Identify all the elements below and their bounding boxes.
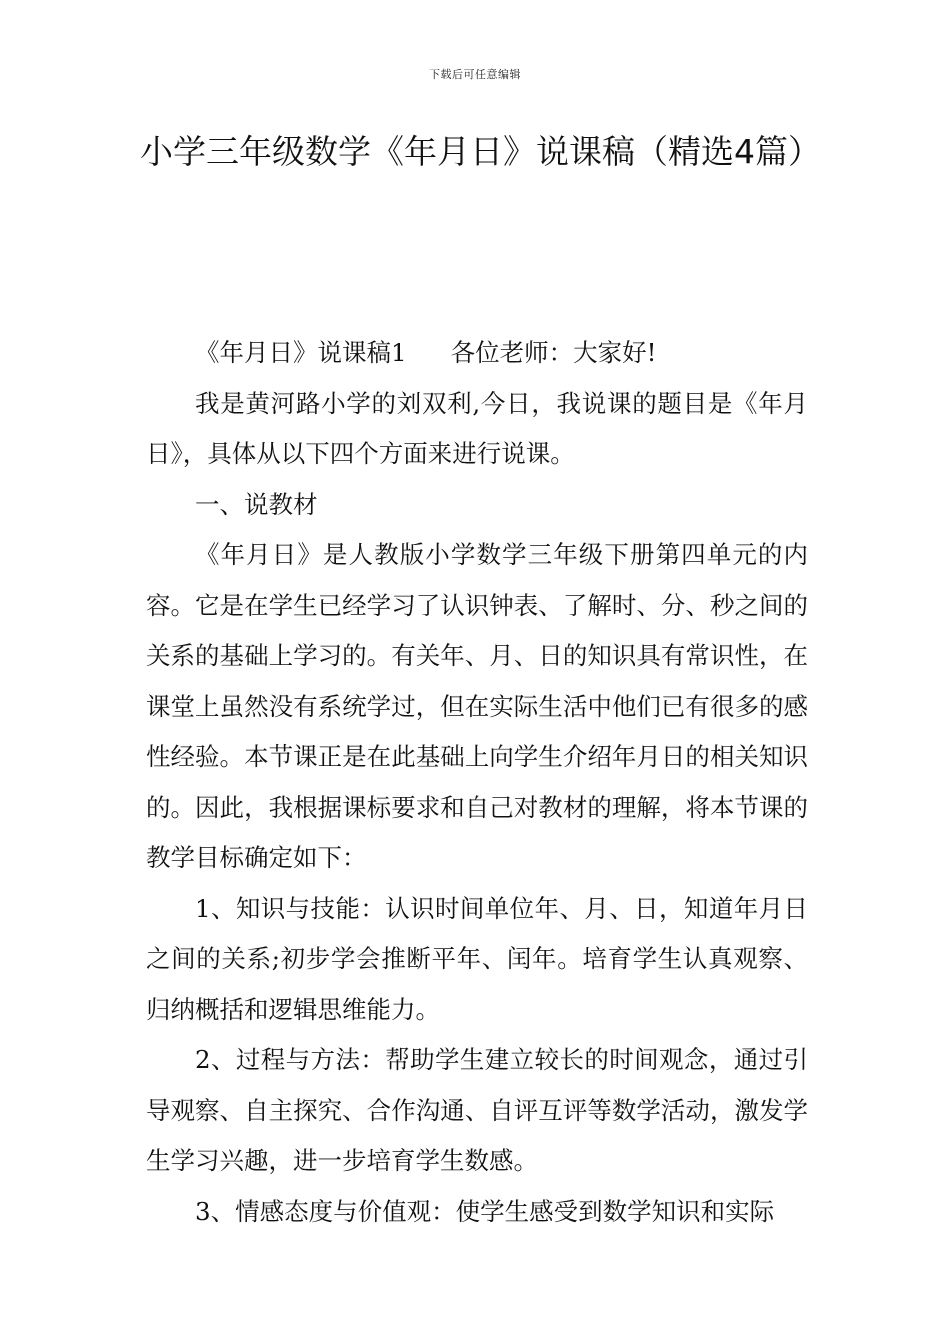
- paragraph-intro: 我是黄河路小学的刘双利,今日，我说课的题目是《年月日》，具体从以下四个方面来进行说课。: [146, 388, 808, 468]
- header-note: 下载后可任意编辑: [429, 68, 521, 81]
- paragraph-textbook: 《年月日》是人教版小学数学三年级下册第四单元的内容。它是在学生已经学习了认识钟表、了解时、分、秒之间的关系的基础上学习的。有关年、月、日的知识具有常识性，在课堂上虽然没有系统学过，但在实际生活中他们已有很多的感性经验。本节课正是在此基础上向学生介绍年月日的相关知识的。因此，我根据课标要求和自己对教材的理解，将本节课的教学目标确定如下：: [146, 540, 808, 872]
- section-heading-textbook: 一、说教材: [195, 489, 318, 519]
- document-title: 小学三年级数学《年月日》说课稿（精选4篇）: [140, 132, 821, 171]
- paragraph-goal-attitude: 3、情感态度与价值观：使学生感受到数学知识和实际: [195, 1196, 775, 1226]
- document-body: [146, 328, 808, 1237]
- paragraph-goal-process: 2、过程与方法：帮助学生建立较长的时间观念，通过引导观察、自主探究、合作沟通、自评互评等数学活动，激发学生学习兴趣，进一步培育学生数感。: [146, 1045, 808, 1175]
- paragraph-goal-knowledge: 1、知识与技能：认识时间单位年、月、日，知道年月日之间的关系;初步学会推断平年、闰年。培育学生认真观察、归纳概括和逻辑思维能力。: [146, 893, 808, 1024]
- greeting-text: 各位老师：大家好!: [450, 338, 657, 367]
- lecture-heading: 《年月日》说课稿1: [195, 338, 407, 367]
- paragraph-greeting: [146, 328, 808, 379]
